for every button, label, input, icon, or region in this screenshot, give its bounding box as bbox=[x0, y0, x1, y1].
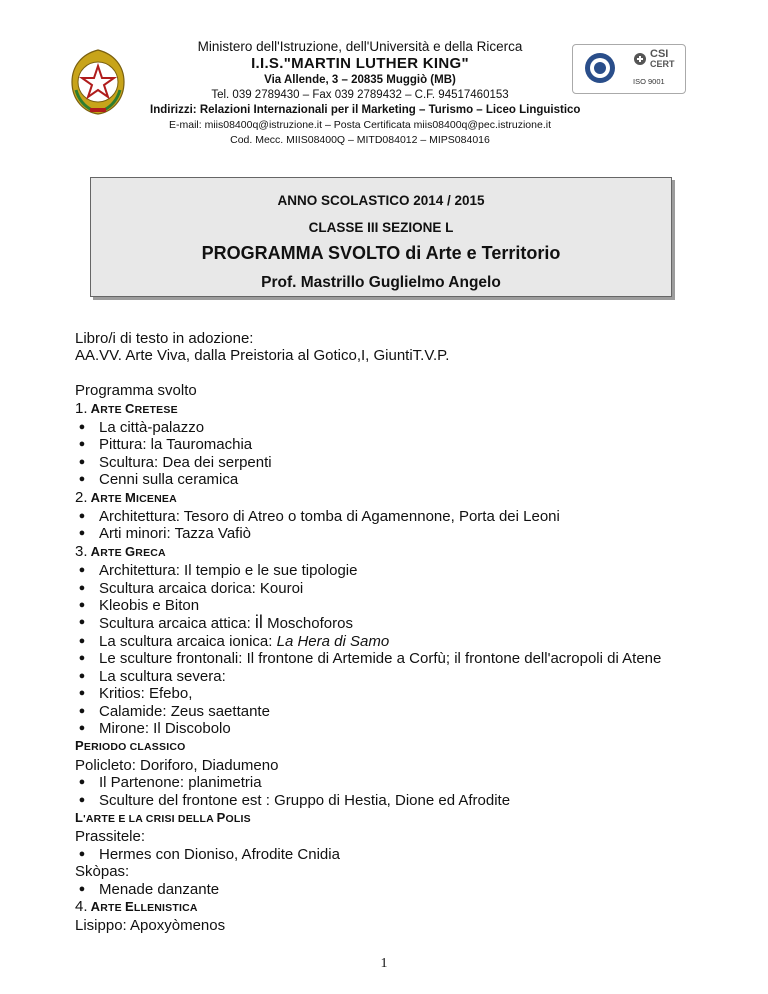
document-body bbox=[75, 330, 715, 935]
bullet-icon: ● bbox=[78, 634, 86, 647]
section-heading-classico: PERIODO CLASSICO bbox=[75, 738, 186, 754]
list-item: ● Pittura: la Tauromachia bbox=[75, 436, 715, 453]
section-heading-4: 4. ARTE ELLENISTICA bbox=[75, 897, 198, 915]
bullet-icon: ● bbox=[78, 616, 86, 629]
csi-mark-icon bbox=[633, 52, 647, 66]
list-item: ● Arti minori: Tazza Vafiò bbox=[75, 525, 715, 542]
list-item: ● Calamide: Zeus saettante bbox=[75, 703, 715, 720]
section-heading-1: 1. ARTE CRETESE bbox=[75, 399, 178, 417]
list-item: ● La città-palazzo bbox=[75, 419, 715, 436]
list-item: ● Mirone: Il Discobolo bbox=[75, 720, 715, 737]
csi-cert-logo bbox=[633, 49, 681, 69]
lisippo-line: Lisippo: Apoxyòmenos bbox=[75, 917, 226, 935]
teacher-name: Prof. Mastrillo Guglielmo Angelo bbox=[261, 274, 501, 291]
bullet-icon: ● bbox=[78, 564, 86, 577]
list-item: ● Le sculture frontonali: Il frontone di Artemide a Corfù; il frontone dell'acropoli di Atene bbox=[75, 650, 715, 667]
accreditation-seal-icon bbox=[583, 51, 617, 85]
csi-label: CSI bbox=[650, 48, 669, 60]
letterhead-text bbox=[150, 38, 581, 147]
school-year: ANNO SCOLASTICO 2014 / 2015 bbox=[277, 193, 485, 208]
bullet-icon: ● bbox=[78, 721, 86, 734]
bullet-icon: ● bbox=[78, 882, 86, 895]
italian-republic-emblem-icon bbox=[66, 46, 130, 118]
bullet-icon: ● bbox=[78, 652, 86, 665]
bullet-icon: ● bbox=[78, 510, 86, 523]
section-heading-3: 3. ARTE GRECA bbox=[75, 542, 166, 560]
title-box bbox=[90, 177, 672, 297]
list-item: ● Scultura arcaica dorica: Kouroi bbox=[75, 580, 715, 597]
list-item: ● Scultura arcaica attica: il Moschoforos bbox=[75, 614, 715, 632]
bullet-icon: ● bbox=[78, 847, 86, 860]
bullet-icon: ● bbox=[78, 527, 86, 540]
bullet-icon: ● bbox=[78, 669, 86, 682]
school-codes: Cod. Mecc. MIIS08400Q – MITD084012 – MIPS084016 bbox=[230, 133, 490, 146]
section-heading-2: 2. ARTE MICENEA bbox=[75, 488, 177, 506]
school-email: E-mail: miis08400q@istruzione.it – Posta Certificata miis08400q@pec.istruzione.it bbox=[169, 119, 551, 131]
skopas-label: Skòpas: bbox=[75, 863, 130, 881]
bullet-icon: ● bbox=[78, 704, 86, 717]
certification-badge bbox=[572, 44, 686, 94]
bullet-icon: ● bbox=[78, 793, 86, 806]
program-label: Programma svolto bbox=[75, 382, 197, 400]
bullet-icon: ● bbox=[78, 455, 86, 468]
list-item: ● La scultura arcaica ionica: La Hera di Samo bbox=[75, 633, 715, 650]
list-item: ● Architettura: Tesoro di Atreo o tomba di Agamennone, Porta dei Leoni bbox=[75, 508, 715, 525]
iso-label: ISO 9001 bbox=[633, 77, 665, 86]
letterhead bbox=[0, 0, 768, 150]
cert-label: CERT bbox=[650, 59, 675, 69]
bullet-icon: ● bbox=[78, 687, 86, 700]
bullet-icon: ● bbox=[78, 599, 86, 612]
list-item: ● Architettura: Il tempio e le sue tipologie bbox=[75, 562, 715, 579]
school-curricula: Indirizzi: Relazioni Internazionali per il Marketing – Turismo – Liceo Linguistico bbox=[150, 104, 581, 116]
bullet-icon: ● bbox=[78, 776, 86, 789]
bullet-icon: ● bbox=[78, 438, 86, 451]
textbook-label: Libro/i di testo in adozione: bbox=[75, 330, 254, 347]
list-item: ● Kritios: Efebo, bbox=[75, 685, 715, 702]
list-item: ● Scultura: Dea dei serpenti bbox=[75, 454, 715, 471]
list-item: ● Sculture del frontone est : Gruppo di Hestia, Dione ed Afrodite bbox=[75, 792, 715, 809]
page-number: 1 bbox=[380, 956, 388, 971]
school-name: I.I.S."MARTIN LUTHER KING" bbox=[251, 55, 469, 72]
list-item: ● Hermes con Dioniso, Afrodite Cnidia bbox=[75, 846, 715, 863]
bullet-icon: ● bbox=[78, 581, 86, 594]
program-title: PROGRAMMA SVOLTO di Arte e Territorio bbox=[201, 243, 561, 263]
school-address: Via Allende, 3 – 20835 Muggiò (MB) bbox=[264, 74, 456, 86]
list-item: ● Cenni sulla ceramica bbox=[75, 471, 715, 488]
prassitele-label: Prassitele: bbox=[75, 828, 146, 846]
list-item: ● La scultura severa: bbox=[75, 668, 715, 685]
policleto-line: Policleto: Doriforo, Diadumeno bbox=[75, 756, 279, 774]
list-item: ● Kleobis e Biton bbox=[75, 597, 715, 614]
class-section: CLASSE III SEZIONE L bbox=[308, 220, 454, 235]
textbook-title: AA.VV. Arte Viva, dalla Preistoria al Gotico,I, GiuntiT.V.P. bbox=[75, 347, 450, 365]
bullet-icon: ● bbox=[78, 473, 86, 486]
school-phone: Tel. 039 2789430 – Fax 039 2789432 – C.F. 94517460153 bbox=[211, 89, 509, 101]
section-heading-polis: L'ARTE E LA CRISI DELLA POLIS bbox=[75, 809, 251, 825]
bullet-icon: ● bbox=[78, 421, 86, 434]
ministry-name: Ministero dell'Istruzione, dell'Università e della Ricerca bbox=[197, 39, 523, 54]
list-item: ● Il Partenone: planimetria bbox=[75, 774, 715, 791]
list-item: ● Menade danzante bbox=[75, 881, 715, 898]
